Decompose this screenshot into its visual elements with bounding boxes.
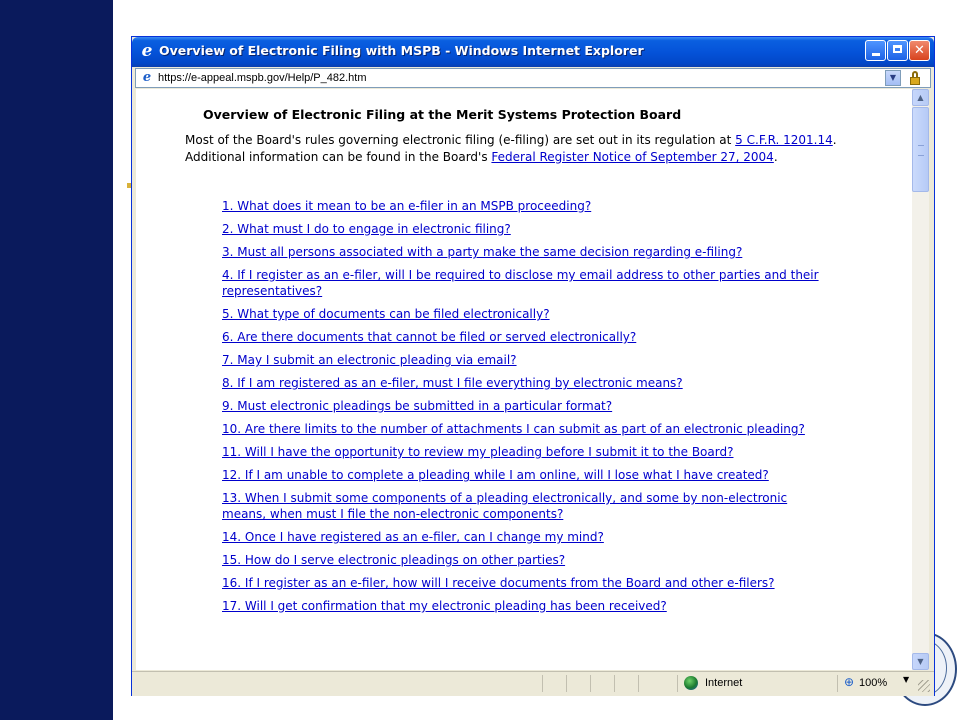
title-bar[interactable]	[132, 37, 934, 67]
faq-link-11[interactable]: 11. Will I have the opportunity to review my pleading before I submit it to the Board?	[222, 445, 734, 459]
globe-icon	[684, 676, 698, 690]
chevron-down-icon: ▼	[917, 657, 924, 666]
faq-item	[222, 329, 832, 345]
faq-item	[222, 490, 832, 522]
security-zone[interactable]: Internet	[705, 677, 743, 689]
vertical-scrollbar[interactable]	[912, 89, 929, 670]
faq-item	[222, 267, 832, 299]
scroll-down-button[interactable]	[912, 653, 929, 670]
faq-item	[222, 444, 832, 460]
faq-link-14[interactable]: 14. Once I have registered as an e-filer, can I change my mind?	[222, 530, 604, 544]
faq-link-3[interactable]: 3. Must all persons associated with a party make the same decision regarding e-filing?	[222, 245, 743, 259]
security-lock-button[interactable]	[907, 70, 923, 86]
chevron-down-icon: ▼	[889, 73, 897, 82]
chevron-up-icon: ▲	[917, 93, 924, 102]
page-title: Overview of Electronic Filing at the Merit Systems Protection Board	[203, 107, 682, 122]
intro-text-2: . Additional information can be found in the Board's	[185, 133, 837, 164]
faq-link-16[interactable]: 16. If I register as an e-filer, how will I receive documents from the Board and other e-filers?	[222, 576, 775, 590]
status-divider	[542, 675, 543, 692]
zoom-level[interactable]: 100%	[859, 677, 888, 689]
faq-item	[222, 221, 832, 237]
faq-item	[222, 598, 832, 614]
scroll-up-button[interactable]	[912, 89, 929, 106]
intro-text-3: .	[773, 150, 778, 164]
minimize-button[interactable]	[865, 40, 886, 61]
window-title: Overview of Electronic Filing with MSPB - Windows Internet Explorer	[159, 43, 644, 58]
faq-item	[222, 398, 832, 414]
zoom-dropdown-icon[interactable]: ▼	[903, 675, 910, 684]
minimize-icon	[872, 53, 880, 56]
faq-link-13[interactable]: 13. When I submit some components of a pleading electronically, and some by non-electronic means, when must I file the non-electronic components?	[222, 491, 788, 521]
faq-link-10[interactable]: 10. Are there limits to the number of attachments I can submit as part of an electronic pleading?	[222, 422, 805, 436]
intro-text-1: Most of the Board's rules governing electronic filing (e-filing) are set out in its regulation at	[185, 133, 736, 147]
status-divider	[566, 675, 567, 692]
faq-item	[222, 529, 832, 545]
browser-window	[131, 36, 935, 696]
ie-logo-icon: e	[141, 41, 153, 61]
status-divider	[677, 675, 678, 692]
close-icon: ✕	[914, 43, 925, 58]
status-divider	[614, 675, 615, 692]
presentation-side-band	[0, 0, 113, 720]
page-content	[136, 89, 912, 670]
address-bar[interactable]	[135, 68, 931, 88]
scroll-thumb[interactable]	[912, 107, 929, 192]
faq-item	[222, 467, 832, 483]
faq-link-1[interactable]: 1. What does it mean to be an e-filer in an MSPB proceeding?	[222, 199, 592, 213]
address-url[interactable]: https://e-appeal.mspb.gov/Help/P_482.htm	[158, 72, 367, 84]
faq-link-15[interactable]: 15. How do I serve electronic pleadings on other parties?	[222, 553, 566, 567]
faq-list	[222, 198, 832, 621]
address-dropdown-button[interactable]	[885, 70, 901, 86]
faq-link-17[interactable]: 17. Will I get confirmation that my electronic pleading has been received?	[222, 599, 667, 613]
faq-item	[222, 352, 832, 368]
faq-link-7[interactable]: 7. May I submit an electronic pleading via email?	[222, 353, 517, 367]
close-button[interactable]	[909, 40, 930, 61]
faq-link-9[interactable]: 9. Must electronic pleadings be submitted in a particular format?	[222, 399, 613, 413]
magnifier-icon: ⊕	[844, 675, 855, 689]
faq-link-12[interactable]: 12. If I am unable to complete a pleading while I am online, will I lose what I have created?	[222, 468, 769, 482]
faq-item	[222, 244, 832, 260]
maximize-icon	[893, 45, 902, 53]
federal-register-link[interactable]: Federal Register Notice of September 27, 2004	[491, 150, 774, 164]
cfr-link[interactable]: 5 C.F.R. 1201.14	[735, 133, 833, 147]
faq-link-5[interactable]: 5. What type of documents can be filed electronically?	[222, 307, 550, 321]
faq-item	[222, 198, 832, 214]
grip-icon	[918, 145, 924, 156]
faq-link-4[interactable]: 4. If I register as an e-filer, will I be required to disclose my email address to other parties and their representatives?	[222, 268, 819, 298]
status-bar	[132, 671, 934, 696]
faq-item	[222, 575, 832, 591]
page-icon: e	[142, 70, 152, 85]
status-divider	[837, 675, 838, 692]
faq-item	[222, 552, 832, 568]
status-divider	[638, 675, 639, 692]
maximize-button[interactable]	[887, 40, 908, 61]
intro-paragraph	[185, 132, 845, 166]
faq-item	[222, 375, 832, 391]
faq-item	[222, 421, 832, 437]
faq-link-6[interactable]: 6. Are there documents that cannot be filed or served electronically?	[222, 330, 637, 344]
faq-link-8[interactable]: 8. If I am registered as an e-filer, must I file everything by electronic means?	[222, 376, 683, 390]
resize-grip-icon[interactable]	[918, 680, 930, 692]
faq-link-2[interactable]: 2. What must I do to engage in electronic filing?	[222, 222, 511, 236]
status-divider	[590, 675, 591, 692]
faq-item	[222, 306, 832, 322]
